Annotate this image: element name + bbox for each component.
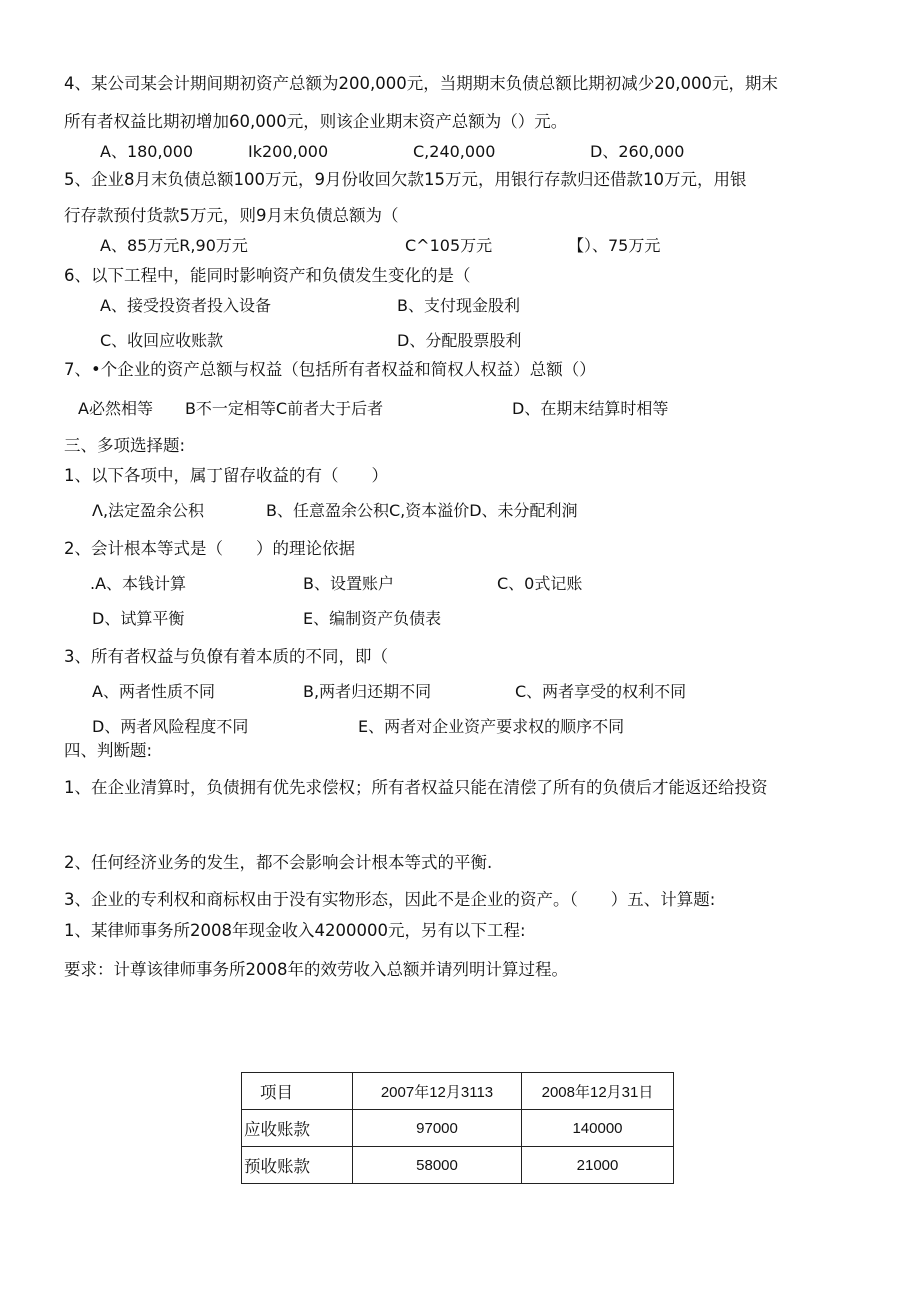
q6-option-c: C、收回应收账款 [100, 331, 224, 350]
section4-title: 四、判断题: [64, 741, 153, 760]
s3-q2-option-b: B、设置账户 [303, 574, 394, 593]
table-header-cell: 2007年12月3113 [353, 1073, 522, 1110]
section3-title: 三、多项选择题: [64, 436, 186, 455]
q4-stem-line1: 4、某公司某会计期间期初资产总额为200,000元，当期期末负债总额比期初减少20,000元，期末 [64, 74, 778, 93]
s3-q3-option-d: D、两者风险程度不同 [92, 717, 249, 736]
s5-requirement: 要求：计尊该律师事务所2008年的效劳收入总额并请列明计算过程。 [64, 960, 568, 979]
s5-q1: 1、某律师事务所2008年现金收入4200000元，另有以下工程: [64, 921, 526, 940]
q5-stem-line1: 5、企业8月末负债总额100万元，9月份收回欠款15万元，用银行存款归还借款10万元，用银 [64, 170, 747, 189]
q4-option-c: C,240,000 [413, 142, 496, 161]
s3-q1-option-bcd: B、任意盈余公积C,资本溢价D、未分配利涧 [266, 501, 578, 520]
s4-q3: 3、企业的专利权和商标权由于没有实物形态，因此不是企业的资产。（ ）五、计算题: [64, 890, 716, 909]
table-row [242, 1147, 674, 1184]
q6-option-b: B、支付现金股利 [397, 296, 520, 315]
s3-q3-option-b: B,两者归还期不同 [303, 682, 432, 701]
s3-q1-option-a: Λ,法定盈余公积 [92, 501, 205, 520]
q6-stem: 6、以下工程中，能同时影响资产和负债发生变化的是（ [64, 266, 471, 285]
s3-q2-option-d: D、试算平衡 [92, 609, 185, 628]
table-cell: 58000 [353, 1147, 522, 1184]
q5-option-ab: A、85万元R,90万元 [100, 236, 248, 255]
q4-option-a: A、180,000 [100, 142, 194, 161]
s3-q2-stem: 2、会计根本等式是（ ）的理论依据 [64, 539, 355, 558]
s3-q3-option-e: E、两者对企业资产要求权的顺序不同 [358, 717, 625, 736]
table-cell: 97000 [353, 1110, 522, 1147]
q7-option-d: D、在期末结算时相等 [512, 399, 669, 418]
q7-stem: 7、•个企业的资产总额与权益（包括所有者权益和简权人权益）总额（） [64, 360, 596, 379]
q6-option-d: D、分配股票股利 [397, 331, 522, 350]
table-cell: 21000 [522, 1147, 674, 1184]
table-header-cell: 2008年12月31日 [522, 1073, 674, 1110]
s3-q3-option-c: C、两者享受的权利不同 [515, 682, 687, 701]
s3-q1-stem: 1、以下各项中，属丁留存收益的有（ ） [64, 466, 388, 485]
s4-q1: 1、在企业清算时，负债拥有优先求偿权；所有者权益只能在清偿了所有的负债后才能返还给投资 [64, 778, 768, 797]
s3-q2-option-e: E、编制资产负债表 [303, 609, 442, 628]
q5-option-d: 【）、75万元 [568, 236, 661, 255]
receivables-table [241, 1072, 674, 1184]
table-cell: 应收账款 [242, 1110, 353, 1147]
q7-option-abc: A必然相等 B不一定相等C前者大于后者 [78, 399, 384, 418]
q4-stem-line2: 所有者权益比期初增加60,000元，则该企业期末资产总额为（）元。 [64, 112, 568, 131]
q5-stem-line2: 行存款预付货款5万元，则9月末负债总额为（ [64, 206, 399, 225]
s3-q3-stem: 3、所有者权益与负僚有着本质的不同，即（ [64, 647, 388, 666]
q6-option-a: A、接受投资者投入设备 [100, 296, 271, 315]
s3-q2-option-a: .A、本钱计算 [90, 574, 187, 593]
s3-q3-option-a: A、两者性质不同 [92, 682, 215, 701]
table-header-row [242, 1073, 674, 1110]
table-cell: 140000 [522, 1110, 674, 1147]
table-header-cell: 项目 [242, 1073, 353, 1110]
table-row [242, 1110, 674, 1147]
s3-q2-option-c: C、0式记账 [497, 574, 583, 593]
table-cell: 预收账款 [242, 1147, 353, 1184]
q5-option-c: C^105万元 [405, 236, 493, 255]
q4-option-d: D、260,000 [590, 142, 685, 161]
q4-option-b: Ik200,000 [248, 142, 329, 161]
s4-q2: 2、任何经济业务的发生，都不会影响会计根本等式的平衡. [64, 853, 493, 872]
